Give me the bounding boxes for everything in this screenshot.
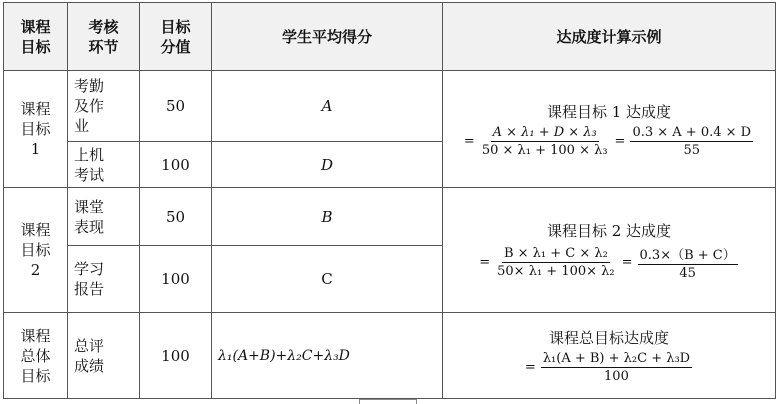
formula-cell-2: 课程目标 2 达成度 = $\frac{\text{B × λ₁ + C × λ₂}}{\text{50× λ₁ + 100× λ₂}}$ = $\frac{0.3\times(B + C)}{45}$ bbox=[443, 188, 776, 313]
score-cell: 50 bbox=[140, 188, 212, 246]
item-cell: 考勤 及作 业 bbox=[68, 71, 140, 142]
header-avg: 学生平均得分 bbox=[212, 3, 443, 71]
avg-cell: D bbox=[212, 142, 443, 188]
fraction bbox=[495, 246, 616, 279]
denominator: 45 bbox=[679, 265, 696, 281]
avg-cell: λ₁(A+B)+λ₂C+λ₃D bbox=[212, 313, 443, 399]
formula-title: 课程目标 1 达成度 bbox=[546, 102, 672, 121]
score-cell: 100 bbox=[140, 246, 212, 313]
assessment-table bbox=[3, 2, 776, 399]
item-cell: 上机 考试 bbox=[68, 142, 140, 188]
numerator: λ₁(A + B) + λ₂C + λ₃D bbox=[542, 351, 691, 366]
score-cell: 100 bbox=[140, 313, 212, 399]
numerator: 0.3 × A + 0.4 × D bbox=[632, 124, 752, 140]
score-cell: 50 bbox=[140, 71, 212, 142]
item-cell: 课堂 表现 bbox=[68, 188, 140, 246]
formula-title: 课程目标 2 达成度 bbox=[546, 221, 672, 240]
fraction bbox=[541, 351, 692, 384]
goal-cell: 课程 总体 目标 bbox=[4, 313, 68, 399]
formula-cell-3 bbox=[443, 313, 776, 399]
header-item: 考核 环节 bbox=[68, 3, 140, 71]
table-row bbox=[4, 188, 776, 246]
numerator: B × λ₁ + C × λ₂ bbox=[503, 245, 608, 261]
header-row bbox=[4, 3, 776, 71]
numerator: 0.3×（B + C） bbox=[638, 244, 738, 265]
formula-cell-1: 课程目标 1 达成度 = $\frac{\text{A × λ₁ + D × λ₃}}{\text{50 × λ₁ + 100 × λ₃}}$ = $\frac{0.3 \times A + 0.4 \times D}{55}$ bbox=[443, 71, 776, 188]
denominator: 50× λ₁ + 100× λ₂ bbox=[497, 263, 615, 279]
equals-sign: = bbox=[524, 360, 536, 375]
equals-sign: = bbox=[463, 133, 475, 149]
numerator: A × λ₁ + D × λ₃ bbox=[492, 124, 597, 140]
denominator: 50 × λ₁ + 100 × λ₃ bbox=[481, 142, 608, 158]
fraction bbox=[638, 244, 738, 281]
denominator: 100 bbox=[604, 369, 629, 384]
avg-cell: C bbox=[212, 246, 443, 313]
bottom-bracket-mark bbox=[359, 399, 417, 404]
header-score: 目标 分值 bbox=[140, 3, 212, 71]
fraction bbox=[480, 125, 610, 158]
header-goal: 课程 目标 bbox=[4, 3, 68, 71]
item-cell: 总评 成绩 bbox=[68, 313, 140, 399]
header-example: 达成度计算示例 bbox=[443, 3, 776, 71]
goal-cell: 课程 目标 1 bbox=[4, 71, 68, 188]
avg-cell: B bbox=[212, 188, 443, 246]
table-row bbox=[4, 313, 776, 399]
goal-cell: 课程 目标 2 bbox=[4, 188, 68, 313]
fraction bbox=[630, 125, 753, 158]
item-cell: 学习 报告 bbox=[68, 246, 140, 313]
formula-title: 课程总目标达成度 bbox=[548, 329, 669, 347]
avg-cell: A bbox=[212, 71, 443, 142]
equals-sign: = bbox=[479, 254, 491, 270]
denominator: 55 bbox=[683, 142, 701, 158]
table-row bbox=[4, 71, 776, 142]
score-cell: 100 bbox=[140, 142, 212, 188]
